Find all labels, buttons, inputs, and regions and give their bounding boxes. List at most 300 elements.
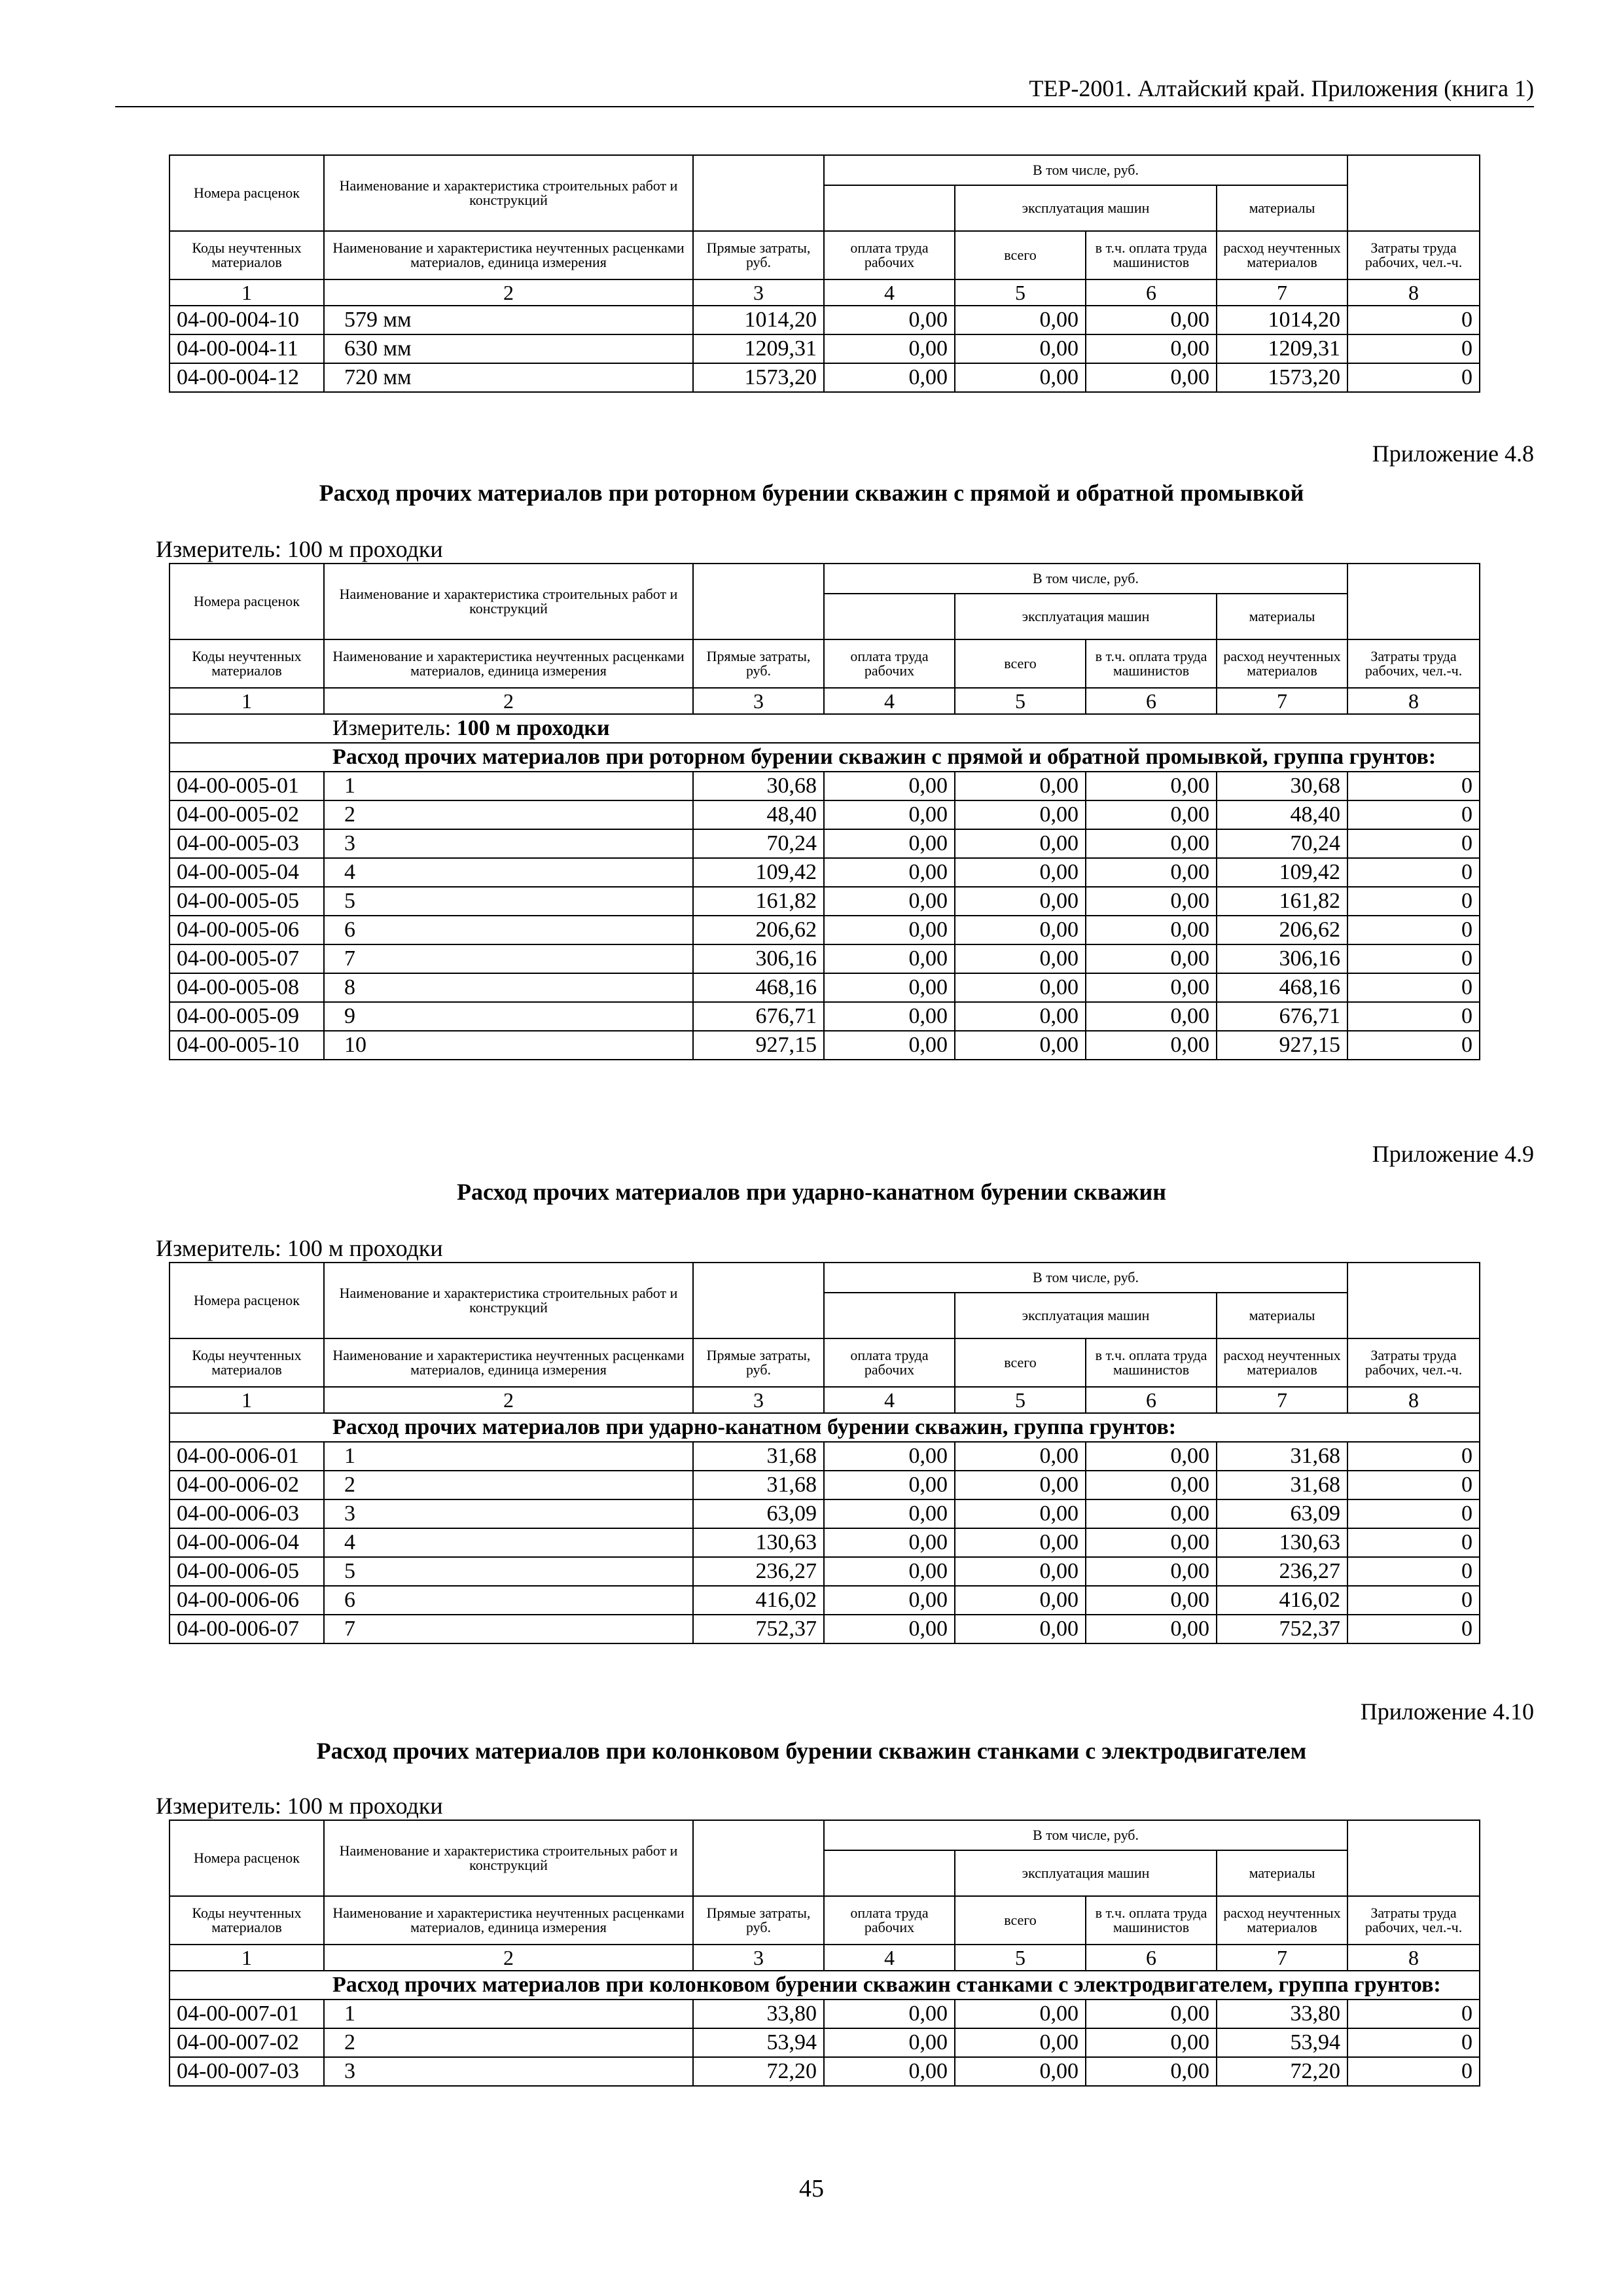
column-number-row (169, 279, 1480, 306)
materials-cost: 1014,20 (1217, 306, 1347, 334)
direct-cost: 48,40 (693, 800, 824, 829)
item-name: 6 (324, 916, 693, 944)
column-number: 4 (824, 688, 955, 714)
header-name-label: Наименование и характеристика строительных работ и конструкций (339, 1842, 678, 1873)
header-codes-sub: Коды неучтенных материалов (169, 1338, 324, 1387)
item-name: 2 (324, 1471, 693, 1499)
materials-cost: 206,62 (1217, 916, 1347, 944)
machines-total: 0,00 (955, 973, 1086, 1002)
header-labor-label: Затраты труда рабочих, чел.-ч. (1347, 1338, 1480, 1387)
wages: 0,00 (824, 1442, 955, 1471)
rate-code: 04-00-005-03 (169, 829, 324, 858)
column-number: 2 (324, 688, 693, 714)
column-number: 1 (169, 1945, 324, 1971)
column-number: 7 (1217, 1387, 1347, 1413)
operators-wages: 0,00 (1086, 2057, 1217, 2086)
operators-wages: 0,00 (1086, 772, 1217, 800)
operators-wages: 0,00 (1086, 800, 1217, 829)
rate-code: 04-00-005-06 (169, 916, 324, 944)
wages: 0,00 (824, 1586, 955, 1615)
machines-total: 0,00 (955, 887, 1086, 916)
appendix-4-9-title: Расход прочих материалов при ударно-канатном бурении скважин (456, 1179, 1167, 1205)
appendix-4-8-measure: Измеритель: 100 м проходки (156, 536, 443, 562)
direct-cost: 63,09 (693, 1499, 824, 1528)
table-row (169, 829, 1480, 858)
direct-cost: 1014,20 (693, 306, 824, 334)
materials-cost: 306,16 (1217, 944, 1347, 973)
header-wages-label: оплата труда рабочих (824, 1338, 955, 1387)
wages: 0,00 (824, 2000, 955, 2028)
machines-total: 0,00 (955, 2028, 1086, 2057)
item-name: 579 мм (324, 306, 693, 334)
header-title: ТЕР-2001. Алтайский край. Приложения (книга 1) (1029, 75, 1534, 101)
machines-total: 0,00 (955, 2000, 1086, 2028)
wages: 0,00 (824, 887, 955, 916)
table-row (169, 772, 1480, 800)
machines-total: 0,00 (955, 2057, 1086, 2086)
direct-cost: 161,82 (693, 887, 824, 916)
column-number: 7 (1217, 279, 1347, 306)
header-wages-label: оплата труда рабочих (824, 639, 955, 688)
rate-code: 04-00-004-11 (169, 334, 324, 363)
wages: 0,00 (824, 334, 955, 363)
header-labor-top (1347, 1263, 1480, 1338)
header-labor-top (1347, 1820, 1480, 1896)
item-name: 8 (324, 973, 693, 1002)
machines-total: 0,00 (955, 858, 1086, 887)
machines-total: 0,00 (955, 1528, 1086, 1557)
header-operators-label: в т.ч. оплата труда машинистов (1086, 639, 1217, 688)
header-name-sub: Наименование и характеристика неучтенных расценками материалов, единица измерения (324, 1338, 693, 1387)
column-number: 4 (824, 279, 955, 306)
wages: 0,00 (824, 1615, 955, 1643)
header-incl-label: В том числе, руб. (824, 155, 1347, 185)
header-name-label: Наименование и характеристика строительных работ и конструкций (339, 586, 678, 617)
header-direct-top (693, 155, 824, 231)
materials-cost: 161,82 (1217, 887, 1347, 916)
group-row (169, 1971, 1480, 2000)
machines-total: 0,00 (955, 1442, 1086, 1471)
operators-wages: 0,00 (1086, 1002, 1217, 1031)
labor-cost: 0 (1347, 2000, 1480, 2028)
rate-code: 04-00-006-02 (169, 1471, 324, 1499)
header-codes-label: Номера расценок (194, 1850, 300, 1866)
labor-cost: 0 (1347, 2028, 1480, 2057)
column-number: 1 (169, 688, 324, 714)
labor-cost: 0 (1347, 363, 1480, 392)
direct-cost: 927,15 (693, 1031, 824, 1060)
labor-cost: 0 (1347, 2057, 1480, 2086)
item-name: 2 (324, 800, 693, 829)
rate-code: 04-00-006-01 (169, 1442, 324, 1471)
column-number: 3 (693, 279, 824, 306)
measure-row (169, 714, 1480, 743)
header-name-cell (324, 1820, 693, 1896)
wages: 0,00 (824, 1471, 955, 1499)
column-number: 1 (169, 1387, 324, 1413)
column-number: 4 (824, 1945, 955, 1971)
materials-cost: 1573,20 (1217, 363, 1347, 392)
materials-cost: 33,80 (1217, 2000, 1347, 2028)
table-row (169, 306, 1480, 334)
group-title: Расход прочих материалов при ударно-канатном бурении скважин, группа грунтов: (169, 1413, 1480, 1442)
wages: 0,00 (824, 1557, 955, 1586)
machines-total: 0,00 (955, 916, 1086, 944)
header-machines-label: эксплуатация машин (955, 185, 1217, 231)
header-codes-sub: Коды неучтенных материалов (169, 1896, 324, 1945)
header-materials-label: материалы (1217, 185, 1347, 231)
table-row (169, 800, 1480, 829)
header-codes-cell (169, 155, 324, 231)
header-machines-label: эксплуатация машин (955, 1850, 1217, 1896)
wages: 0,00 (824, 1002, 955, 1031)
rate-code: 04-00-006-07 (169, 1615, 324, 1643)
header-total-label: всего (955, 1896, 1086, 1945)
header-codes-cell (169, 564, 324, 639)
item-name: 4 (324, 1528, 693, 1557)
materials-cost: 676,71 (1217, 1002, 1347, 1031)
machines-total: 0,00 (955, 1557, 1086, 1586)
header-name-cell (324, 564, 693, 639)
header-operators-label: в т.ч. оплата труда машинистов (1086, 1896, 1217, 1945)
header-labor-label: Затраты труда рабочих, чел.-ч. (1347, 639, 1480, 688)
direct-cost: 752,37 (693, 1615, 824, 1643)
labor-cost: 0 (1347, 944, 1480, 973)
item-name: 5 (324, 1557, 693, 1586)
item-name: 630 мм (324, 334, 693, 363)
header-name-cell (324, 1263, 693, 1338)
column-number: 2 (324, 279, 693, 306)
item-name: 720 мм (324, 363, 693, 392)
item-name: 3 (324, 2057, 693, 2086)
machines-total: 0,00 (955, 1471, 1086, 1499)
header-row (169, 639, 1480, 688)
labor-cost: 0 (1347, 1528, 1480, 1557)
group-row (169, 1413, 1480, 1442)
header-labor-label: Затраты труда рабочих, чел.-ч. (1347, 1896, 1480, 1945)
table-row (169, 1499, 1480, 1528)
column-number: 5 (955, 279, 1086, 306)
header-row (169, 1338, 1480, 1387)
direct-cost: 130,63 (693, 1528, 824, 1557)
direct-cost: 206,62 (693, 916, 824, 944)
header-labor-label: Затраты труда рабочих, чел.-ч. (1347, 231, 1480, 279)
wages: 0,00 (824, 772, 955, 800)
header-unaccounted-label: расход неучтенных материалов (1217, 639, 1347, 688)
measure-row-prefix: Измеритель: (332, 716, 457, 740)
wages: 0,00 (824, 1499, 955, 1528)
header-labor-top (1347, 564, 1480, 639)
header-wages-top (824, 185, 955, 231)
header-unaccounted-label: расход неучтенных материалов (1217, 1896, 1347, 1945)
appendix-4-8-label: Приложение 4.8 (1372, 440, 1534, 467)
labor-cost: 0 (1347, 800, 1480, 829)
group-row (169, 743, 1480, 772)
machines-total: 0,00 (955, 944, 1086, 973)
machines-total: 0,00 (955, 1615, 1086, 1643)
materials-cost: 31,68 (1217, 1442, 1347, 1471)
header-direct-top (693, 564, 824, 639)
direct-cost: 1209,31 (693, 334, 824, 363)
direct-cost: 53,94 (693, 2028, 824, 2057)
item-name: 9 (324, 1002, 693, 1031)
machines-total: 0,00 (955, 306, 1086, 334)
column-number: 2 (324, 1945, 693, 1971)
rate-code: 04-00-007-03 (169, 2057, 324, 2086)
rate-code: 04-00-005-01 (169, 772, 324, 800)
header-codes-sub: Коды неучтенных материалов (169, 231, 324, 279)
table-row (169, 334, 1480, 363)
labor-cost: 0 (1347, 1471, 1480, 1499)
appendix-4-10-label: Приложение 4.10 (1360, 1698, 1534, 1725)
header-row (169, 1263, 1480, 1293)
operators-wages: 0,00 (1086, 1442, 1217, 1471)
operators-wages: 0,00 (1086, 1031, 1217, 1060)
header-name-sub: Наименование и характеристика неучтенных расценками материалов, единица измерения (324, 1896, 693, 1945)
materials-cost: 416,02 (1217, 1586, 1347, 1615)
rate-code: 04-00-005-07 (169, 944, 324, 973)
column-number: 7 (1217, 1945, 1347, 1971)
column-number: 7 (1217, 688, 1347, 714)
wages: 0,00 (824, 973, 955, 1002)
header-machines-label: эксплуатация машин (955, 1293, 1217, 1338)
table-row (169, 2028, 1480, 2057)
header-unaccounted-label: расход неучтенных материалов (1217, 1338, 1347, 1387)
rate-code: 04-00-004-10 (169, 306, 324, 334)
materials-cost: 70,24 (1217, 829, 1347, 858)
header-total-label: всего (955, 639, 1086, 688)
column-number: 6 (1086, 279, 1217, 306)
table-row (169, 1615, 1480, 1643)
operators-wages: 0,00 (1086, 944, 1217, 973)
appendix-4-9-table (169, 1262, 1480, 1644)
wages: 0,00 (824, 829, 955, 858)
operators-wages: 0,00 (1086, 1528, 1217, 1557)
materials-cost: 1209,31 (1217, 334, 1347, 363)
machines-total: 0,00 (955, 1031, 1086, 1060)
operators-wages: 0,00 (1086, 829, 1217, 858)
appendix-4-8-table (169, 563, 1480, 1060)
column-number: 2 (324, 1387, 693, 1413)
table-row (169, 1528, 1480, 1557)
table-row (169, 916, 1480, 944)
rate-code: 04-00-005-10 (169, 1031, 324, 1060)
column-number: 8 (1347, 1387, 1480, 1413)
group-title: Расход прочих материалов при роторном бурении скважин с прямой и обратной промывкой, группа грунтов: (169, 743, 1480, 772)
header-materials-label: материалы (1217, 1293, 1347, 1338)
materials-cost: 48,40 (1217, 800, 1347, 829)
labor-cost: 0 (1347, 306, 1480, 334)
wages: 0,00 (824, 800, 955, 829)
header-direct-top (693, 1263, 824, 1338)
measure-row-cell (169, 714, 1480, 743)
direct-cost: 676,71 (693, 1002, 824, 1031)
header-direct-label: Прямые затраты, руб. (693, 639, 824, 688)
item-name: 1 (324, 2000, 693, 2028)
header-wages-top (824, 1850, 955, 1896)
header-materials-label: материалы (1217, 1850, 1347, 1896)
rate-code: 04-00-007-01 (169, 2000, 324, 2028)
item-name: 10 (324, 1031, 693, 1060)
operators-wages: 0,00 (1086, 2000, 1217, 2028)
materials-cost: 927,15 (1217, 1031, 1347, 1060)
header-codes-label: Номера расценок (194, 593, 300, 609)
appendix-4-8-title: Расход прочих материалов при роторном бурении скважин с прямой и обратной промывкой (319, 480, 1304, 506)
header-incl-label: В том числе, руб. (824, 564, 1347, 594)
wages: 0,00 (824, 306, 955, 334)
column-number: 5 (955, 1387, 1086, 1413)
machines-total: 0,00 (955, 1499, 1086, 1528)
item-name: 6 (324, 1586, 693, 1615)
direct-cost: 31,68 (693, 1471, 824, 1499)
table-row (169, 973, 1480, 1002)
table-row (169, 1031, 1480, 1060)
wages: 0,00 (824, 1528, 955, 1557)
table-row (169, 887, 1480, 916)
rate-code: 04-00-005-08 (169, 973, 324, 1002)
header-total-label: всего (955, 1338, 1086, 1387)
header-unaccounted-label: расход неучтенных материалов (1217, 231, 1347, 279)
materials-cost: 30,68 (1217, 772, 1347, 800)
labor-cost: 0 (1347, 1002, 1480, 1031)
materials-cost: 236,27 (1217, 1557, 1347, 1586)
direct-cost: 416,02 (693, 1586, 824, 1615)
item-name: 4 (324, 858, 693, 887)
header-wages-top (824, 1293, 955, 1338)
table-row (169, 2000, 1480, 2028)
table-row (169, 1586, 1480, 1615)
materials-cost: 53,94 (1217, 2028, 1347, 2057)
column-number: 4 (824, 1387, 955, 1413)
wages: 0,00 (824, 2028, 955, 2057)
header-row (169, 1896, 1480, 1945)
table-row (169, 1471, 1480, 1499)
operators-wages: 0,00 (1086, 1499, 1217, 1528)
continuation-table (169, 154, 1480, 393)
header-name-label: Наименование и характеристика строительных работ и конструкций (339, 177, 678, 208)
operators-wages: 0,00 (1086, 973, 1217, 1002)
machines-total: 0,00 (955, 829, 1086, 858)
item-name: 3 (324, 1499, 693, 1528)
table-row (169, 1442, 1480, 1471)
appendix-4-10-title: Расход прочих материалов при колонковом бурении скважин станками с электродвигателем (316, 1738, 1307, 1764)
operators-wages: 0,00 (1086, 887, 1217, 916)
labor-cost: 0 (1347, 1557, 1480, 1586)
column-number-row (169, 688, 1480, 714)
table-row (169, 858, 1480, 887)
column-number: 6 (1086, 688, 1217, 714)
header-incl-label: В том числе, руб. (824, 1263, 1347, 1293)
operators-wages: 0,00 (1086, 1471, 1217, 1499)
rate-code: 04-00-004-12 (169, 363, 324, 392)
column-number-row (169, 1945, 1480, 1971)
header-incl-label: В том числе, руб. (824, 1820, 1347, 1850)
operators-wages: 0,00 (1086, 1615, 1217, 1643)
wages: 0,00 (824, 363, 955, 392)
materials-cost: 752,37 (1217, 1615, 1347, 1643)
rate-code: 04-00-005-04 (169, 858, 324, 887)
materials-cost: 72,20 (1217, 2057, 1347, 2086)
machines-total: 0,00 (955, 1002, 1086, 1031)
item-name: 5 (324, 887, 693, 916)
direct-cost: 31,68 (693, 1442, 824, 1471)
column-number: 5 (955, 1945, 1086, 1971)
rate-code: 04-00-006-03 (169, 1499, 324, 1528)
appendix-4-9-label: Приложение 4.9 (1372, 1141, 1534, 1167)
wages: 0,00 (824, 944, 955, 973)
item-name: 3 (324, 829, 693, 858)
header-direct-top (693, 1820, 824, 1896)
materials-cost: 31,68 (1217, 1471, 1347, 1499)
labor-cost: 0 (1347, 1586, 1480, 1615)
header-codes-cell (169, 1820, 324, 1896)
page-header (115, 73, 1534, 107)
direct-cost: 236,27 (693, 1557, 824, 1586)
table-row (169, 1002, 1480, 1031)
materials-cost: 63,09 (1217, 1499, 1347, 1528)
operators-wages: 0,00 (1086, 858, 1217, 887)
wages: 0,00 (824, 858, 955, 887)
wages: 0,00 (824, 1031, 955, 1060)
column-number: 8 (1347, 1945, 1480, 1971)
header-direct-label: Прямые затраты, руб. (693, 1338, 824, 1387)
header-codes-sub: Коды неучтенных материалов (169, 639, 324, 688)
operators-wages: 0,00 (1086, 1557, 1217, 1586)
header-machines-label: эксплуатация машин (955, 594, 1217, 639)
rate-code: 04-00-006-06 (169, 1586, 324, 1615)
header-row (169, 1820, 1480, 1850)
labor-cost: 0 (1347, 887, 1480, 916)
table-row (169, 363, 1480, 392)
wages: 0,00 (824, 2057, 955, 2086)
machines-total: 0,00 (955, 772, 1086, 800)
machines-total: 0,00 (955, 800, 1086, 829)
item-name: 7 (324, 944, 693, 973)
header-codes-cell (169, 1263, 324, 1338)
rate-code: 04-00-005-05 (169, 887, 324, 916)
header-direct-label: Прямые затраты, руб. (693, 231, 824, 279)
machines-total: 0,00 (955, 334, 1086, 363)
direct-cost: 30,68 (693, 772, 824, 800)
machines-total: 0,00 (955, 363, 1086, 392)
operators-wages: 0,00 (1086, 2028, 1217, 2057)
labor-cost: 0 (1347, 1442, 1480, 1471)
labor-cost: 0 (1347, 829, 1480, 858)
header-row (169, 564, 1480, 594)
column-number: 6 (1086, 1945, 1217, 1971)
column-number: 3 (693, 688, 824, 714)
header-wages-label: оплата труда рабочих (824, 1896, 955, 1945)
direct-cost: 72,20 (693, 2057, 824, 2086)
header-operators-label: в т.ч. оплата труда машинистов (1086, 231, 1217, 279)
rate-code: 04-00-007-02 (169, 2028, 324, 2057)
header-operators-label: в т.ч. оплата труда машинистов (1086, 1338, 1217, 1387)
header-wages-label: оплата труда рабочих (824, 231, 955, 279)
rate-code: 04-00-006-04 (169, 1528, 324, 1557)
header-name-sub: Наименование и характеристика неучтенных расценками материалов, единица измерения (324, 639, 693, 688)
column-number: 6 (1086, 1387, 1217, 1413)
group-title: Расход прочих материалов при колонковом бурении скважин станками с электродвигателем, группа грунтов: (169, 1971, 1480, 2000)
item-name: 1 (324, 1442, 693, 1471)
labor-cost: 0 (1347, 772, 1480, 800)
column-number: 1 (169, 279, 324, 306)
labor-cost: 0 (1347, 1499, 1480, 1528)
direct-cost: 468,16 (693, 973, 824, 1002)
table-row (169, 1557, 1480, 1586)
header-labor-top (1347, 155, 1480, 231)
header-total-label: всего (955, 231, 1086, 279)
direct-cost: 1573,20 (693, 363, 824, 392)
